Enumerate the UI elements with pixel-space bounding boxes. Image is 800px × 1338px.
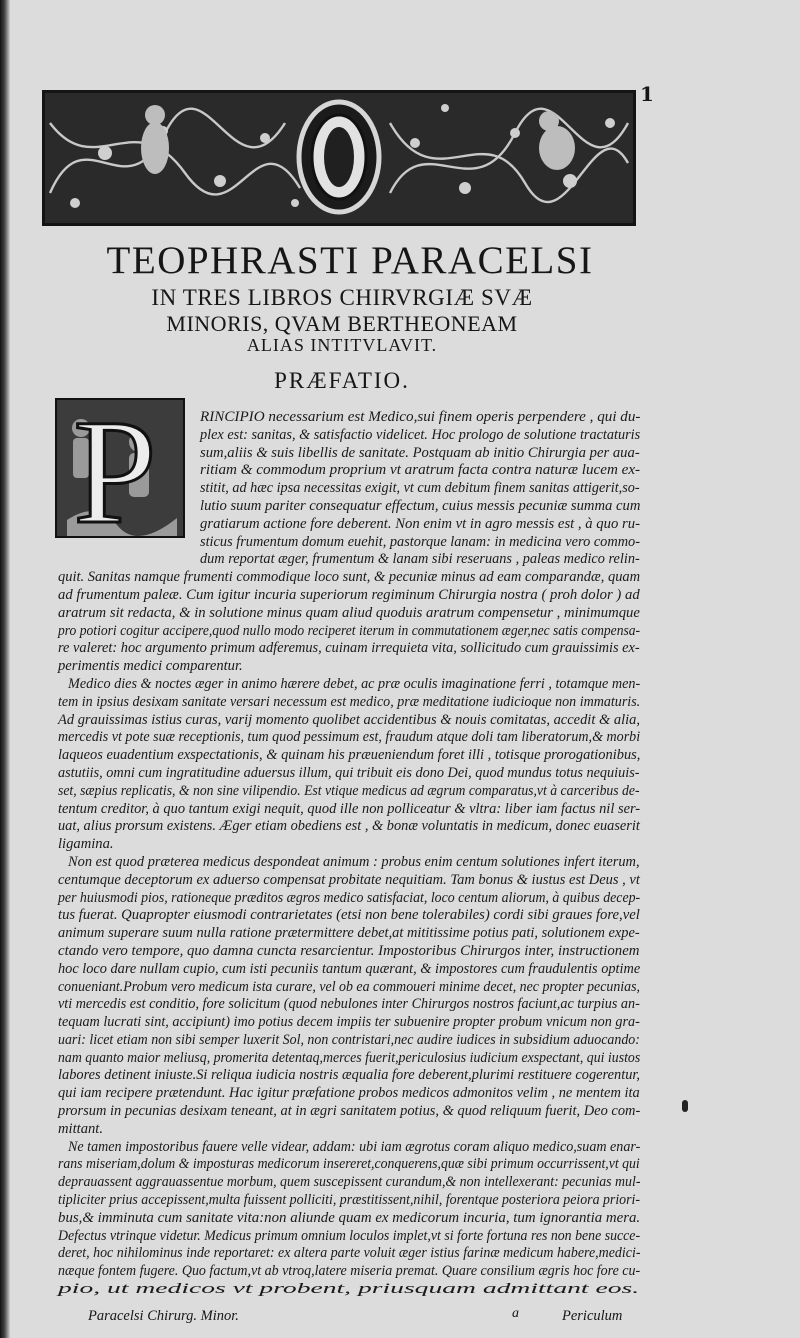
- text-line: qui iam recipere prætendunt. Hac igitur præfatione probos medicos admonitos velim , ne mentem ita: [58, 1085, 640, 1102]
- text-line: bus,& imminuta cum sanitate vita:non aliunde quam ex medicorum incuria, tum ignorantia mera.: [58, 1209, 641, 1226]
- text-line: plex est: sanitas, & satisfactio videlicet. Hoc prologo de solutione tractaturis: [200, 426, 641, 443]
- title-line-2: MINORIS, QVAM BERTHEONEAM: [166, 311, 518, 336]
- page-number: 1: [640, 82, 654, 106]
- text-line: per huiusmodi pios, rationeque præditos ægros medico satisfaciat, loco centum aliorum, à quibus decep-: [58, 889, 641, 906]
- text-line: tequam lucrati sint, accipiunt) imo potius decem impiis ter subuenire propter probum vnicum non gra-: [58, 1014, 640, 1031]
- text-line: deprauassent aggrauassentue morbum, quem suscepissent curandum,& non intellexerant: pecunias mul-: [58, 1174, 641, 1191]
- text-line: quit. Sanitas namque frumenti commodique loco sunt, & pecuniæ minus ad eam comparandæ, quam: [58, 569, 641, 586]
- ornamental-headpiece: [42, 90, 636, 226]
- text-line: tus fuerat. Quapropter eiusmodi contrarietates (etsi non bene tolerabiles) cordi sibi graues fore,vel: [58, 907, 640, 924]
- text-line: pio, ut medicos vt probent, priusquam admittant eos.: [58, 1281, 640, 1297]
- text-line: ligamina.: [58, 836, 114, 853]
- text-line: rans miseriam,dolum & imposturas medicorum insereret,conquerens,quæ sibi primum occurrissent,vt qui: [58, 1156, 640, 1173]
- text-line: pro potiori cogitur accipere,quod nullo modo reciperet iterum in commutationem æger,nec satis compensa-: [58, 622, 641, 639]
- text-line: tipliciter prius accepissent,multa fuissent polliciti, præstitissent,nihil, forentque posteriora peiora priori-: [58, 1192, 640, 1208]
- text-line: uari: licet etiam non sibi semper luxerit Sol, non contristari,nec audire iudices in subsidium aduocando:: [58, 1031, 640, 1048]
- text-line: centumque deceptorum ex aduerso compensat probitate nequitiam. Tam bonus & iustus est Deus , vt: [58, 871, 640, 888]
- text-line: uat, alius prorsum existens. Æger etiam obediens est , & bonæ voluntatis in medicum, donec euaserit: [58, 818, 640, 835]
- text-line: sticus frumentum domum euehit, pastorque lanam: in medicina vero commo-: [200, 533, 640, 550]
- text-line: aratrum sit redacta, & in solutione minus quam aliud quoduis aratrum compensetur , minimumque: [58, 604, 640, 621]
- text-line: dum reportat æger, frumentum & lanam sibi reseruans , paleas medico relin-: [200, 551, 640, 568]
- signature-mark: a: [512, 1306, 519, 1321]
- text-line: prorsum in pecunias desixam teneant, at in ægri sanitatem potius, & quod reliquum fuerit, Deo com-: [58, 1103, 641, 1119]
- text-line: tentum creditor, à quo tantum exigi nequit, quod ille non polliceatur & vltra: liber iam factus nil ser-: [58, 800, 641, 817]
- text-line: Medico dies & noctes æger in animo hærere debet, ac præ oculis imaginatione ferri , totamque men-: [68, 675, 641, 692]
- text-line: animum superare suum nulla ratione prætermittere debet,at mititissime potius pati, solutionem expe-: [58, 925, 640, 942]
- text-line: astutiis, omni cum ingratitudine aduersus illum, qui tribuit eis dono Dei, quod mundus totus nequiuis-: [58, 764, 640, 781]
- text-line: laqueos euadentium exspectationis, & quinam his præueniendum foret illi , totisque prorogationibus,: [58, 747, 641, 764]
- page-gutter-shadow: [0, 0, 10, 1338]
- text-line: mittant.: [58, 1120, 103, 1137]
- title-line-3: ALIAS INTITVLAVIT.: [246, 335, 438, 355]
- text-line: stitit, ad hæc ipsa necessitas exigit, vt cum debitum finem sanitas attigerit,so-: [200, 480, 640, 497]
- text-line: Ne tamen impostoribus fauere velle videar, addam: ubi iam ægrotus coram aliquo medico,suam enar-: [68, 1138, 641, 1155]
- text-line: ad frumentum paleæ. Cum igitur incuria superiorum regiminum Chirurgia nostra ( proh dolor ) ad: [58, 587, 640, 603]
- text-line: labores detinent iniuste.Si reliqua iudicia nostris æqualia fore deberent,plurimi restituere cogerentur,: [58, 1067, 641, 1084]
- text-line: Defectus vtrinque videtur. Medicus primum omnium loculos implet,vt si forte fortuna res non bene succe-: [58, 1227, 641, 1244]
- decorated-initial: [55, 398, 185, 538]
- section-heading: PRÆFATIO.: [274, 368, 410, 393]
- title-line-1: IN TRES LIBROS CHIRVRGIÆ SVÆ: [151, 285, 533, 310]
- text-line: Non est quod præterea medicus despondeat animum : probus enim centum solutiones infert iterum,: [68, 853, 640, 870]
- ink-speck: [682, 1100, 688, 1112]
- text-line: Ad grauissimas istius curas, varij momento quolibet accidentibus & nouis comitatas, accedit & alia,: [58, 711, 640, 728]
- text-line: gratiarum actione fore deberent. Non enim vt in agro messis est , à quo ru-: [200, 515, 640, 532]
- text-line: conueniant.Probum vero medicum ista curare, vel ob ea commoueri minime decet, nec propter pecunias,: [58, 978, 641, 995]
- text-line: deret, hoc nihilominus inde reportaret: ex altera parte voluit æger istius farinæ medicum habere,medici-: [58, 1245, 641, 1262]
- text-line: RINCIPIO necessarium est Medico,sui finem operis perpendere , qui du-: [200, 409, 641, 425]
- initial-letter: P: [73, 400, 157, 536]
- text-line: lutio suum pariter consequatur effectum, cuius messis pecuniæ summa cum: [200, 498, 641, 514]
- text-line: nam quanto maior meliusq, promerita detentaq,merces fuerit,periculosius iudicium exspectant, qui iustos: [58, 1049, 641, 1066]
- text-line: vti mercedis est conditio, fore solicitum (quod nebulones inter Chirurgos nostros faciunt,ac turpius an-: [58, 996, 640, 1013]
- text-line: hoc loco dare nullam cupio, cum isti pecuniis tantum quærant, & impostores cum fraudulentis optime: [58, 960, 641, 977]
- text-line: mercedis vt pote suæ receptionis, tum quod pessimum est, fraudum atque doli tam liberatorum,& morbi: [58, 729, 641, 746]
- text-line: re valeret: hoc argumento primum adferemus, cuinam irrequieta vita, sollicitudo cum grauissimis ex-: [58, 640, 640, 657]
- text-line: næque fontem fugere. Quo factum,vt ab vtroq,latere miseria premat. Quare consilium ægris hoc fore cu-: [58, 1263, 641, 1280]
- text-line: sum,aliis & suis libellis de sanitate. Postquam ab initio Chirurgia per aua-: [200, 444, 640, 461]
- text-line: set, sæpius replicatis, & non sine vilipendio. Est vtique medicus ad ægrum comparatus,vt à carceribus de-: [58, 782, 640, 799]
- text-line: perimentis medici comparentur.: [58, 658, 243, 675]
- text-line: ctando vero tempore, quo damna cuncta resarcientur. Impostoribus Chirurgos inter, instructionem: [58, 942, 640, 959]
- text-line: ritiam & commodum proprium vt aratrum facta contra naturæ lucem ex-: [200, 462, 641, 479]
- book-title: TEOPHRASTI PARACELSI: [106, 239, 594, 282]
- text-line: tem in ipsius desixam sanitate versari necessum est medico, præ meditatione iudicioque non immaturis.: [58, 693, 641, 710]
- catchword: Periculum: [562, 1308, 623, 1324]
- running-title: Paracelsi Chirurg. Minor.: [88, 1308, 239, 1324]
